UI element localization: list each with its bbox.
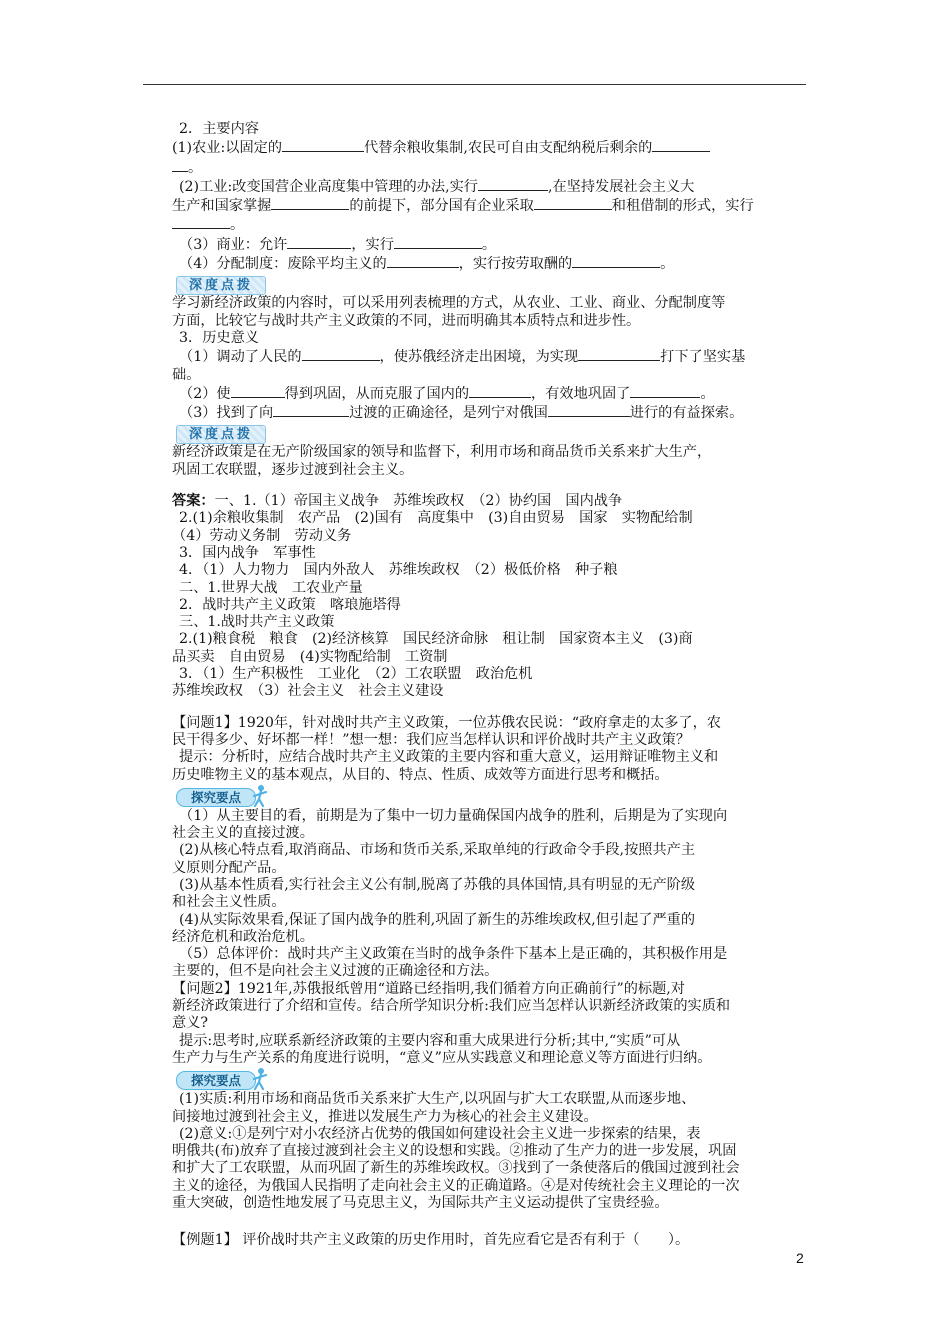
section-title: 2．主要内容 xyxy=(179,121,259,137)
question-1: 民干得多少、好坏都一样！”想一想：我们应当怎样认识和评价战时共产主义政策？ xyxy=(172,731,691,748)
paragraph: (1)农业:以固定的 代替余粮收集制,农民可自由支配纳税后剩余的 xyxy=(172,138,808,157)
deep-tip-banner xyxy=(172,273,808,295)
explore-banner xyxy=(172,1067,808,1091)
paragraph: 础。 xyxy=(172,366,201,383)
fill-blank xyxy=(273,403,349,417)
hint-1: 历史唯物主义的基本观点，从目的、特点、性质、成效等方面进行思考和概括。 xyxy=(172,766,669,783)
explore-label: 探究要点 xyxy=(176,788,256,807)
figure-icon xyxy=(250,1067,270,1091)
answer-line: 品买卖 自由贸易 (4)实物配给制 工资制 xyxy=(172,648,448,665)
deep-tip-label: 深度点拨 xyxy=(176,276,266,295)
answer-line: （4）劳动义务制 劳动义务 xyxy=(172,527,352,544)
paragraph: （3）找到了向 过渡的正确途径，是列宁对俄国 进行的有益探索。 xyxy=(179,405,744,422)
fill-blank xyxy=(231,384,285,398)
point: (2)从核心特点看,取消商品、市场和货币关系,采取单纯的行政命令手段,按照共产主 xyxy=(179,842,696,859)
paragraph: （3）商业：允许 ，实行 。 xyxy=(179,236,497,253)
paragraph: 新经济政策是在无产阶级国家的领导和监督下，利用市场和商品货币关系来扩大生产， xyxy=(172,444,712,461)
answer-line: 答案：一、1.（1）帝国主义战争 苏维埃政权 （2）协约国 国内战争 xyxy=(172,493,623,510)
fill-blank xyxy=(172,215,230,229)
point: (1)实质:利用市场和商品货币关系来扩大生产,以巩固与扩大工农联盟,从而逐步地、 xyxy=(179,1091,696,1108)
explore-banner xyxy=(172,784,808,808)
point: 经济危机和政治危机。 xyxy=(172,928,314,945)
paragraph: （2）使 得到巩固，从而克服了国内的 ，有效地巩固了 。 xyxy=(179,385,715,402)
answer-label: 答案： xyxy=(172,493,215,510)
point: 主义的途径，为俄国人民指明了走向社会主义的正确道路。④是对传统社会主义理论的一次 xyxy=(172,1177,740,1194)
deep-tip-label: 深度点拨 xyxy=(176,425,266,444)
fill-blank xyxy=(172,158,188,172)
fill-blank xyxy=(287,235,351,249)
header-rule xyxy=(143,84,806,85)
point: （5）总体评价：战时共产主义政策在当时的战争条件下基本上是正确的，其积极作用是 xyxy=(179,946,728,963)
fill-blank xyxy=(534,196,612,210)
page-number: 2 xyxy=(796,1250,804,1266)
point: 主要的，但不是向社会主义过渡的正确途径和方法。 xyxy=(172,963,499,980)
paragraph: 生产和国家掌握 的前提下，部分国有企业采取 和租借制的形式，实行 xyxy=(172,198,754,215)
question-1: 【问题1】1920年，针对战时共产主义政策，一位苏俄农民说：“政府拿走的太多了，农 xyxy=(172,714,721,731)
answer-line: 2.(1)粮食税 粮食 (2)经济核算 国民经济命脉 租让制 国家资本主义 (3)商 xyxy=(179,631,693,648)
explore-label: 探究要点 xyxy=(176,1071,256,1090)
deep-tip-banner xyxy=(172,422,808,444)
paragraph: 方面，比较它与战时共产主义政策的不同，进而明确其本质特点和进步性。 xyxy=(172,312,641,329)
point: 重大突破，创造性地发展了马克思主义，为国际共产主义运动提供了宝贵经验。 xyxy=(172,1195,669,1212)
point: (3)从基本性质看,实行社会主义公有制,脱离了苏俄的具体国情,具有明显的无产阶级 xyxy=(179,876,696,893)
point: （1）从主要目的看，前期是为了集中一切力量确保国内战争的胜利，后期是为了实现向 xyxy=(179,807,728,824)
paragraph: 巩固工农联盟，逐步过渡到社会主义。 xyxy=(172,461,414,478)
question-2: 新经济政策进行了介绍和宣传。结合所学知识分析:我们应当怎样认识新经济政策的实质和 xyxy=(172,998,731,1015)
fill-blank xyxy=(469,384,531,398)
answer-line: 3．国内战争 军事性 xyxy=(179,544,316,561)
answer-line: 4．（1）人力物力 国内外敌人 苏维埃政权 （2）极低价格 种子粮 xyxy=(179,562,618,579)
fill-blank xyxy=(630,384,700,398)
answer-line: 苏维埃政权 （3）社会主义 社会主义建设 xyxy=(172,683,444,700)
point: 和扩大了工农联盟，从而巩固了新生的苏维埃政权。③找到了一条使落后的俄国过渡到社会 xyxy=(172,1160,740,1177)
fill-blank xyxy=(271,196,349,210)
fill-blank xyxy=(282,138,364,152)
point: 和社会主义性质。 xyxy=(172,894,286,911)
answer-line: 2.(1)余粮收集制 农产品 (2)国有 高度集中 (3)自由贸易 国家 实物配给制 xyxy=(179,510,693,527)
point: 明俄共(布)放弃了直接过渡到社会主义的设想和实践。②推动了生产力的进一步发展，巩固 xyxy=(172,1143,737,1160)
point: 间接地过渡到社会主义，推进以发展生产力为核心的社会主义建设。 xyxy=(172,1108,598,1125)
hint-2: 提示:思考时,应联系新经济政策的主要内容和重大成果进行分析;其中,“实质”可从 xyxy=(179,1032,681,1049)
hint-2: 生产力与生产关系的角度进行说明，“意义”应从实践意义和理论意义等方面进行归纳。 xyxy=(172,1049,712,1066)
fill-blank xyxy=(548,403,630,417)
paragraph: （4）分配制度：废除平均主义的 ，实行按劳取酬的 。 xyxy=(179,256,675,273)
paragraph: 学习新经济政策的内容时，可以采用列表梳理的方式，从农业、工业、商业、分配制度等 xyxy=(172,295,726,312)
question-2: 【问题2】1921年,苏俄报纸曾用“道路已经指明,我们循着方向正确前行”的标题,对 xyxy=(172,980,685,997)
section-title: 3．历史意义 xyxy=(179,329,259,346)
fill-blank xyxy=(387,254,459,268)
fill-blank xyxy=(652,138,710,152)
answer-line: 2．战时共产主义政策 喀琅施塔得 xyxy=(179,596,401,613)
answer-line: 三、1.战时共产主义政策 xyxy=(179,614,335,631)
point: 社会主义的直接过渡。 xyxy=(172,825,314,842)
document-body xyxy=(172,121,808,1250)
point: (4)从实际效果看,保证了国内战争的胜利,巩固了新生的苏维埃政权,但引起了严重的 xyxy=(179,911,696,928)
example-question: 【例题1】 评价战时共产主义政策的历史作用时，首先应看它是否有利于（ ）。 xyxy=(172,1232,690,1249)
paragraph: （1）调动了人民的 ，使苏俄经济走出困境，为实现 打下了坚实基 xyxy=(179,349,746,366)
fill-blank xyxy=(394,235,482,249)
figure-icon xyxy=(250,784,270,808)
fill-blank xyxy=(578,347,660,361)
question-2: 意义? xyxy=(172,1015,208,1032)
point: (2)意义:①是列宁对小农经济占优势的俄国如何建设社会主义进一步探索的结果，表 xyxy=(179,1125,701,1142)
hint-1: 提示：分析时，应结合战时共产主义政策的主要内容和重大意义，运用辩证唯物主义和 xyxy=(179,749,719,766)
fill-blank xyxy=(478,177,548,191)
paragraph: 。 xyxy=(172,215,808,234)
fill-blank xyxy=(302,347,380,361)
paragraph: (2)工业:改变国营企业高度集中管理的办法,实行 ,在坚持发展社会主义大 xyxy=(179,178,695,195)
paragraph: 。 xyxy=(172,158,808,177)
answer-line: 二、1.世界大战 工农业产量 xyxy=(179,579,363,596)
fill-blank xyxy=(572,254,660,268)
answer-line: 3．（1）生产积极性 工业化 （2）工农联盟 政治危机 xyxy=(179,666,533,683)
point: 义原则分配产品。 xyxy=(172,859,286,876)
